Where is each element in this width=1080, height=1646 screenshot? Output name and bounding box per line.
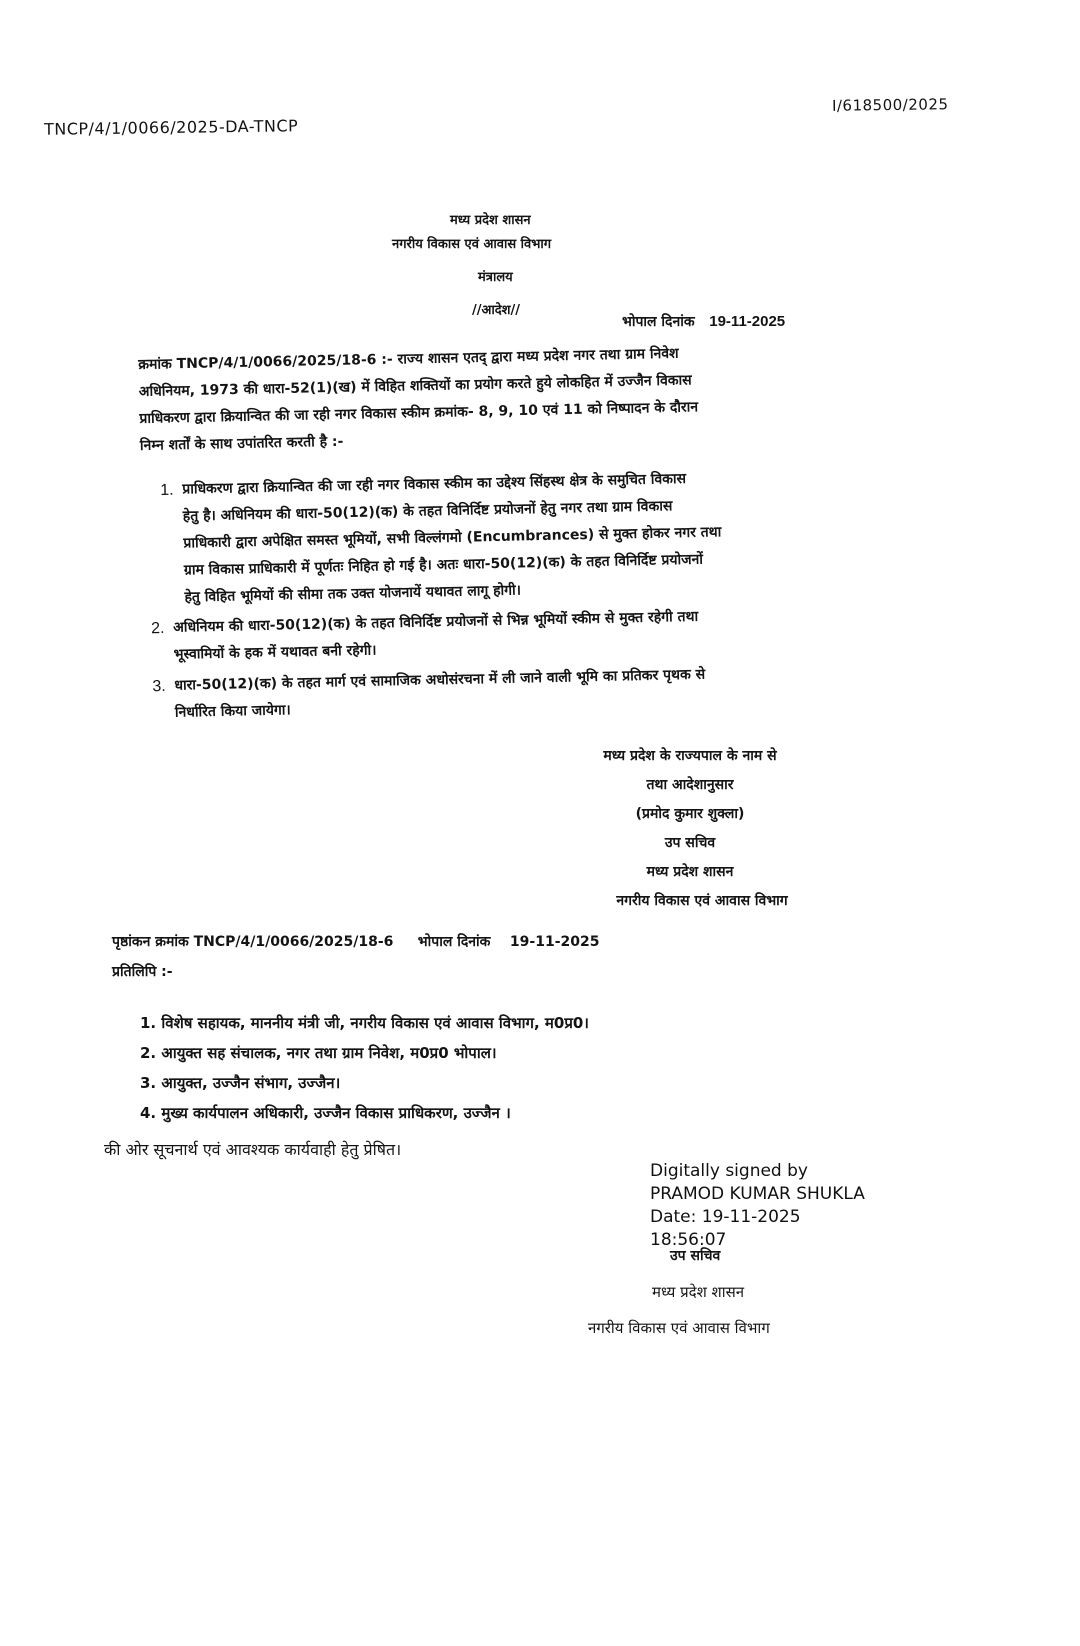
condition-line: प्राधिकरण द्वारा क्रियान्वित की जा रही नगर विकास स्कीम का उद्देश्य सिंहस्थ क्षेत्र के समुचित विकास [182,470,687,498]
condition-line: ग्राम विकास प्राधिकारी में पूर्णतः निहित हो गई है। अतः धारा-50(12)(क) के तहत विनिर्दिष्ट प्रयोजनों [183,551,704,579]
recipient-item: 4. मुख्य कार्यपालन अधिकारी, उज्जैन विकास प्राधिकरण, उज्जैन । [140,1104,511,1122]
condition-line: हेतु विहित भूमियों की सीमा तक उक्त योजनायें यथावत लागू होगी। [184,582,522,606]
condition-item-3 [152,662,706,728]
signature-block [520,742,860,916]
signature-line: नगरीय विकास एवं आवास विभाग [616,893,788,909]
signer-name: PRAMOD KUMAR SHUKLA [650,1184,865,1204]
condition-item-1 [160,465,723,612]
recipient-item: 1. विशेष सहायक, माननीय मंत्री जी, नगरीय विकास एवं आवास विभाग, म0प्र0। [140,1014,589,1032]
order-title: //आदेश// [472,303,521,318]
signed-by-label: Digitally signed by [650,1161,808,1181]
intro-line: प्राधिकरण द्वारा क्रियान्वित की जा रही नगर विकास स्कीम क्रमांक- 8, 9, 10 एवं 11 को निष्पादन के दौरान [139,399,699,427]
digital-signature [650,1160,865,1252]
place-date-label: भोपाल दिनांक [622,314,695,330]
ministry-label: मंत्रालय [478,270,513,285]
intro-line: अधिनियम, 1973 की धारा-52(1)(ख) में विहित शक्तियों का प्रयोग करते हुये लोकहित में उज्जैन विकास [138,372,692,400]
footer-designation: उप सचिव [670,1248,721,1264]
footer-government: मध्य प्रदेश शासन [652,1283,745,1301]
signature-line: तथा आदेशानुसार [646,777,734,793]
order-intro [138,340,699,460]
signature-date: Date: 19-11-2025 [650,1207,801,1227]
signatory-designation: उप सचिव [664,835,716,851]
recipient-item: 3. आयुक्त, उज्जैन संभाग, उज्जैन। [140,1074,341,1092]
receipt-reference: I/618500/2025 [831,95,949,115]
signatory-name: (प्रमोद कुमार शुक्ला) [635,806,745,822]
signature-line: मध्य प्रदेश के राज्यपाल के नाम से [603,748,777,764]
recipient-item: 2. आयुक्त सह संचालक, नगर तथा ग्राम निवेश, म0प्र0 भोपाल। [140,1044,497,1062]
condition-line: निर्धारित किया जायेगा। [174,702,291,721]
signature-time: 18:56:07 [650,1230,727,1250]
endorsement-date: 19-11-2025 [509,934,600,950]
footer-department: नगरीय विकास एवं आवास विभाग [588,1319,770,1337]
order-date: 19-11-2025 [709,313,786,330]
file-reference: TNCP/4/1/0066/2025-DA-TNCP [43,116,299,139]
condition-number: 2. [150,619,165,638]
signature-line: मध्य प्रदेश शासन [646,864,734,880]
department-name: नगरीय विकास एवं आवास विभाग [392,237,552,252]
condition-item-2 [151,604,699,669]
condition-number: 1. [160,481,174,499]
condition-line: प्राधिकारी द्वारा अपेक्षित समस्त भूमियों, सभी विल्लंगमो (Encumbrances) से मुक्त होकर नगर तथा [183,524,722,552]
order-place-date [622,312,785,331]
condition-line: धारा-50(12)(क) के तहत मार्ग एवं सामाजिक अधोसंरचना में ली जाने वाली भूमि का प्रतिकर पृथक से [174,666,706,694]
intro-line: निम्न शर्तों के साथ उपांतरित करती है :- [139,433,344,454]
copy-recipients [140,1008,589,1128]
condition-line: अधिनियम की धारा-50(12)(क) के तहत विनिर्दिष्ट प्रयोजनों से भिन्न भूमियों स्कीम से मुक्त रहेगी तथा [172,608,699,636]
closing-text: की ओर सूचनार्थ एवं आवश्यक कार्यवाही हेतु प्रेषित। [104,1140,402,1159]
government-name: मध्य प्रदेश शासन [450,213,531,228]
condition-line: हेतु है। अधिनियम की धारा-50(12)(क) के तहत विनिर्दिष्ट प्रयोजनों हेतु नगर तथा ग्राम विकास [182,498,673,525]
copy-label: प्रतिलिपि :- [112,964,173,980]
condition-number: 3. [152,677,166,696]
condition-line: भूस्वामियों के हक में यथावत बनी रहेगी। [173,642,377,663]
intro-line: क्रमांक TNCP/4/1/0066/2025/18-6 :- राज्य शासन एतद् द्वारा मध्य प्रदेश नगर तथा ग्राम निवेश [138,345,679,373]
endorsement-number: पृष्ठांकन क्रमांक TNCP/4/1/0066/2025/18-6 [112,934,394,950]
endorsement-header [112,932,599,951]
place-date-label: भोपाल दिनांक [417,934,491,950]
conditions-list [150,461,925,727]
